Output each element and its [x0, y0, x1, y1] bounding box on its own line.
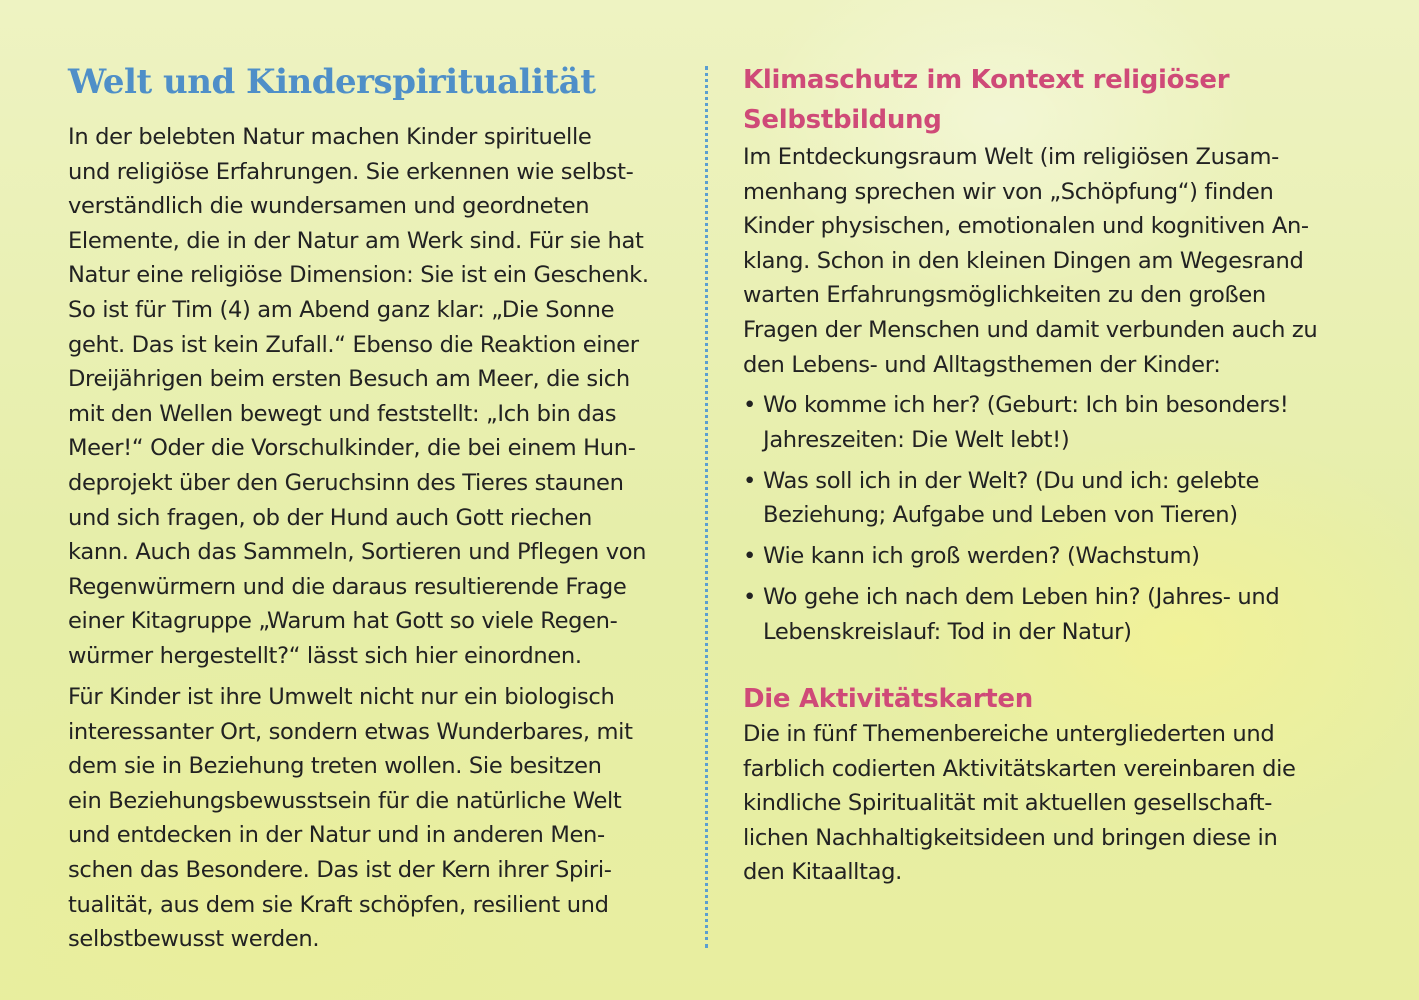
bullet-icon: • — [743, 467, 757, 494]
text-line: farblich codierten Aktivitätskarten vereinbaren die — [743, 755, 1296, 782]
text-line: Was soll ich in der Welt? (Du und ich: gelebte — [763, 467, 1260, 494]
text-line: interessanter Ort, sondern etwas Wunderbares, mit — [68, 718, 633, 745]
text-line: menhang sprechen wir von „Schöpfung“) finden — [743, 178, 1274, 205]
text-line: und entdecken in der Natur und in anderen Men- — [68, 822, 605, 849]
text-line: kindliche Spiritualität mit aktuellen gesellschaft- — [743, 790, 1273, 817]
text-line: Beziehung; Aufgabe und Leben von Tieren) — [763, 502, 1238, 529]
text-line: lichen Nachhaltigkeitsideen und bringen diese in — [743, 824, 1278, 851]
bullet-icon: • — [743, 392, 757, 418]
text-line: kann. Auch das Sammeln, Sortieren und Pflegen von — [68, 539, 647, 566]
text-line: Meer!“ Oder die Vorschulkinder, die bei einem Hun- — [68, 435, 636, 462]
text-line: Die in fünf Themenbereiche untergliederten und — [743, 721, 1275, 747]
page-title: Welt und Kinderspiritualität — [68, 62, 596, 102]
question-list — [743, 388, 1288, 656]
text-line: Natur eine religiöse Dimension: Sie ist ein Geschenk. — [68, 262, 649, 289]
text-line: So ist für Tim (4) am Abend ganz klar: „Die Sonne — [68, 296, 615, 323]
text-line: Kinder physischen, emotionalen und kognitiven An- — [743, 213, 1309, 240]
text-line: Regenwürmern und die daraus resultierende Frage — [68, 573, 627, 600]
text-line: In der belebten Natur machen Kinder spirituelle — [68, 124, 592, 150]
text-line: Lebenskreislauf: Tod in der Natur) — [763, 619, 1132, 646]
list-item — [743, 539, 1288, 574]
text-line: mit den Wellen bewegt und feststellt: „Ich bin das — [68, 400, 617, 427]
text-line: Fragen der Menschen und damit verbunden auch zu — [743, 316, 1318, 343]
text-line: klang. Schon in den kleinen Dingen am Wegesrand — [743, 247, 1304, 274]
dotted-divider — [705, 66, 708, 948]
text-line: deprojekt über den Geruchsinn des Tieres staunen — [68, 469, 624, 496]
text-line: Wie kann ich groß werden? (Wachstum) — [763, 543, 1200, 570]
left-paragraph-2 — [68, 680, 633, 957]
bullet-icon: • — [743, 543, 757, 570]
right-paragraph-2 — [743, 717, 1296, 890]
text-line: Im Entdeckungsraum Welt (im religiösen Zusam- — [743, 144, 1279, 170]
section-title-line: Selbstbildung — [743, 105, 942, 135]
text-line: Dreijährigen beim ersten Besuch am Meer, die sich — [68, 366, 630, 393]
right-paragraph-1 — [743, 140, 1317, 382]
text-line: den Lebens- und Alltagsthemen der Kinder: — [743, 351, 1221, 378]
list-item — [743, 388, 1288, 457]
text-line: dem sie in Beziehung treten wollen. Sie besitzen — [68, 753, 602, 780]
list-item — [743, 464, 1288, 533]
left-paragraph-1 — [68, 120, 649, 674]
text-line: und religiöse Erfahrungen. Sie erkennen wie selbst- — [68, 158, 634, 185]
text-line: Wo gehe ich nach dem Leben hin? (Jahres- und — [763, 584, 1280, 611]
list-item — [743, 580, 1288, 649]
text-line: Elemente, die in der Natur am Werk sind. Für sie hat — [68, 227, 644, 254]
text-line: geht. Das ist kein Zufall.“ Ebenso die Reaktion einer — [68, 331, 639, 358]
text-line: einer Kitagruppe „Warum hat Gott so viele Regen- — [68, 608, 618, 635]
text-line: ein Beziehungsbewusstsein für die natürliche Welt — [68, 787, 622, 814]
text-line: würmer hergestellt?“ lässt sich hier einordnen. — [68, 642, 582, 669]
section-title-klimaschutz — [743, 60, 1229, 140]
text-line: schen das Besondere. Das ist der Kern ihrer Spiri- — [68, 856, 612, 883]
text-line: verständlich die wundersamen und geordneten — [68, 193, 590, 220]
text-line: selbstbewusst werden. — [68, 926, 320, 953]
text-line: warten Erfahrungsmöglichkeiten zu den großen — [743, 282, 1266, 309]
text-line: und sich fragen, ob der Hund auch Gott riechen — [68, 504, 593, 531]
text-line: den Kitaalltag. — [743, 859, 902, 886]
section-title-aktivitaetskarten: Die Aktivitätskarten — [743, 684, 1033, 714]
text-line: tualität, aus dem sie Kraft schöpfen, resilient und — [68, 891, 609, 918]
bullet-icon: • — [743, 584, 757, 611]
section-title-line: Klimaschutz im Kontext religiöser — [743, 65, 1230, 95]
text-line: Wo komme ich her? (Geburt: Ich bin besonders! — [763, 392, 1289, 418]
text-line: Für Kinder ist ihre Umwelt nicht nur ein biologisch — [68, 684, 615, 710]
text-line: Jahreszeiten: Die Welt lebt!) — [763, 426, 1070, 453]
